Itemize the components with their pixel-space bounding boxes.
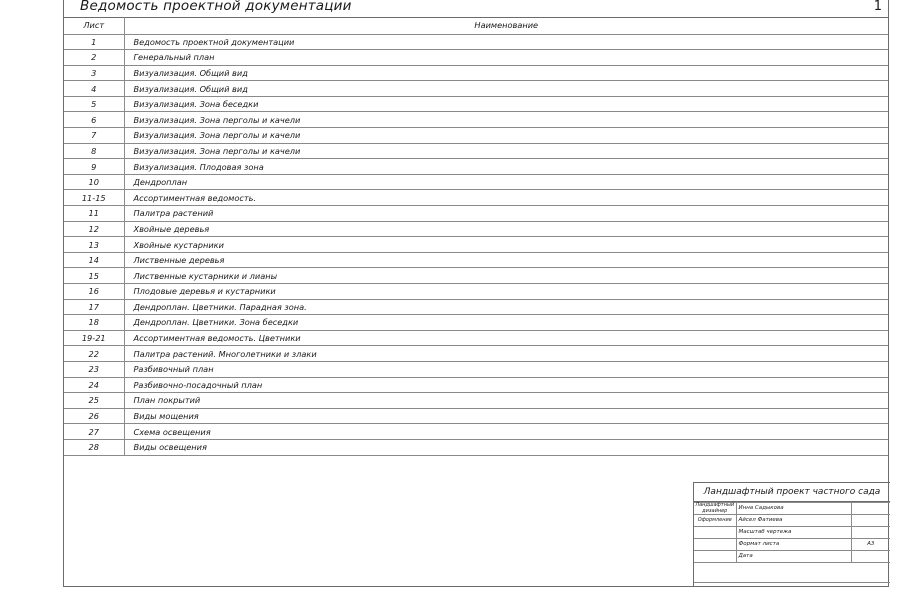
sheet-name-cell: Визуализация. Общий вид bbox=[124, 81, 888, 97]
value-cell: Айсел Фатиева bbox=[736, 515, 851, 527]
table-row bbox=[64, 237, 888, 253]
role-cell bbox=[694, 551, 736, 563]
sheet-name-cell: Визуализация. Зона перголы и качели bbox=[124, 128, 888, 144]
sheet-name-cell: Разбивочный план bbox=[124, 361, 888, 377]
sheet-number-cell: 8 bbox=[64, 143, 124, 159]
sheet-number-cell: 11 bbox=[64, 206, 124, 222]
sheet-name-cell: Визуализация. Зона перголы и качели bbox=[124, 112, 888, 128]
sheet-name-cell: Дендроплан. Цветники. Парадная зона. bbox=[124, 299, 888, 315]
sheet-number: 1 bbox=[873, 0, 882, 14]
drawing-register-table bbox=[64, 17, 888, 456]
sheet-name-cell: Хвойные кустарники bbox=[124, 237, 888, 253]
extra-cell: А3 bbox=[851, 539, 890, 551]
sheet-number-cell: 13 bbox=[64, 237, 124, 253]
sheet-number-cell: 14 bbox=[64, 252, 124, 268]
table-row bbox=[64, 96, 888, 112]
sheet-number-cell: 11-15 bbox=[64, 190, 124, 206]
sheet-name-cell: Виды мощения bbox=[124, 408, 888, 424]
sheet-name-cell: Виды освещения bbox=[124, 439, 888, 455]
table-row bbox=[64, 206, 888, 222]
drawing-sheet bbox=[63, 0, 889, 587]
sheet-number-cell: 27 bbox=[64, 424, 124, 440]
sheet-name-cell: Палитра растений. Многолетники и злаки bbox=[124, 346, 888, 362]
table-row bbox=[64, 65, 888, 81]
sheet-name-cell: Хвойные деревья bbox=[124, 221, 888, 237]
table-header-row bbox=[64, 17, 888, 34]
table-row bbox=[64, 361, 888, 377]
title-block-row bbox=[694, 539, 890, 551]
project-title: Ландшафтный проект частного сада bbox=[694, 483, 890, 502]
table-row bbox=[64, 252, 888, 268]
sheet-number-cell: 15 bbox=[64, 268, 124, 284]
title-block-grid bbox=[694, 502, 890, 583]
title-block bbox=[693, 482, 890, 587]
sheet-name-cell: Дендроплан bbox=[124, 174, 888, 190]
sheet-number-cell: 24 bbox=[64, 377, 124, 393]
sheet-number-cell: 26 bbox=[64, 408, 124, 424]
sheet-number-cell: 16 bbox=[64, 284, 124, 300]
sheet-name-cell: Схема освещения bbox=[124, 424, 888, 440]
sheet-name-cell: Визуализация. Общий вид bbox=[124, 65, 888, 81]
sheet-name-cell: Ведомость проектной документации bbox=[124, 34, 888, 50]
title-bar bbox=[64, 0, 888, 18]
sheet-name-cell: Лиственные деревья bbox=[124, 252, 888, 268]
sheet-number-cell: 23 bbox=[64, 361, 124, 377]
title-block-row bbox=[694, 515, 890, 527]
role-cell: Оформление bbox=[694, 515, 736, 527]
sheet-number-cell: 10 bbox=[64, 174, 124, 190]
extra-cell bbox=[851, 503, 890, 515]
sheet-name-cell: Ассортиментная ведомость. Цветники bbox=[124, 330, 888, 346]
table-row bbox=[64, 424, 888, 440]
sheet-number-cell: 5 bbox=[64, 96, 124, 112]
sheet-number-cell: 17 bbox=[64, 299, 124, 315]
table-row bbox=[64, 377, 888, 393]
sheet-name-cell: Генеральный план bbox=[124, 50, 888, 66]
table-row bbox=[64, 50, 888, 66]
sheet-number-cell: 18 bbox=[64, 315, 124, 331]
table-row bbox=[64, 268, 888, 284]
sheet-number-cell: 3 bbox=[64, 65, 124, 81]
table-row bbox=[64, 221, 888, 237]
sheet-number-cell: 19-21 bbox=[64, 330, 124, 346]
extra-cell bbox=[851, 551, 890, 563]
sheet-name-cell: Визуализация. Плодовая зона bbox=[124, 159, 888, 175]
extra-cell bbox=[851, 515, 890, 527]
table-row bbox=[64, 393, 888, 409]
table-row bbox=[64, 81, 888, 97]
table-row bbox=[64, 299, 888, 315]
table-row bbox=[64, 284, 888, 300]
table-row bbox=[64, 143, 888, 159]
sheet-name-cell: Плодовые деревья и кустарники bbox=[124, 284, 888, 300]
empty-cell bbox=[694, 563, 890, 583]
sheet-name-cell: Визуализация. Зона перголы и качели bbox=[124, 143, 888, 159]
title-block-row bbox=[694, 527, 890, 539]
table-row bbox=[64, 439, 888, 455]
role-cell bbox=[694, 539, 736, 551]
table-row bbox=[64, 112, 888, 128]
extra-cell bbox=[851, 527, 890, 539]
title-block-row bbox=[694, 503, 890, 515]
table-row bbox=[64, 330, 888, 346]
value-cell: Формат листа bbox=[736, 539, 851, 551]
table-row bbox=[64, 34, 888, 50]
sheet-name-cell: Дендроплан. Цветники. Зона беседки bbox=[124, 315, 888, 331]
table-row bbox=[64, 128, 888, 144]
sheet-name-cell: Разбивочно-посадочный план bbox=[124, 377, 888, 393]
column-header-name: Наименование bbox=[124, 17, 888, 34]
sheet-name-cell: Палитра растений bbox=[124, 206, 888, 222]
table-row bbox=[64, 346, 888, 362]
sheet-number-cell: 4 bbox=[64, 81, 124, 97]
sheet-number-cell: 1 bbox=[64, 34, 124, 50]
table-row bbox=[64, 159, 888, 175]
sheet-number-cell: 6 bbox=[64, 112, 124, 128]
title-block-row bbox=[694, 551, 890, 563]
sheet-number-cell: 22 bbox=[64, 346, 124, 362]
table-row bbox=[64, 315, 888, 331]
sheet-name-cell: Визуализация. Зона беседки bbox=[124, 96, 888, 112]
document-title: Ведомость проектной документации bbox=[80, 0, 352, 14]
sheet-name-cell: Лиственные кустарники и лианы bbox=[124, 268, 888, 284]
sheet-number-cell: 28 bbox=[64, 439, 124, 455]
table-row bbox=[64, 408, 888, 424]
value-cell: Дата bbox=[736, 551, 851, 563]
table-row bbox=[64, 190, 888, 206]
value-cell: Масштаб чертежа bbox=[736, 527, 851, 539]
column-header-sheet: Лист bbox=[64, 17, 124, 34]
value-cell: Инна Садыкова bbox=[736, 503, 851, 515]
table-row bbox=[64, 174, 888, 190]
sheet-name-cell: План покрытий bbox=[124, 393, 888, 409]
sheet-number-cell: 7 bbox=[64, 128, 124, 144]
sheet-name-cell: Ассортиментная ведомость. bbox=[124, 190, 888, 206]
title-block-row bbox=[694, 563, 890, 583]
sheet-number-cell: 12 bbox=[64, 221, 124, 237]
role-cell: Ландшафтный дизайнер bbox=[695, 502, 735, 514]
sheet-number-cell: 25 bbox=[64, 393, 124, 409]
sheet-number-cell: 9 bbox=[64, 159, 124, 175]
sheet-number-cell: 2 bbox=[64, 50, 124, 66]
role-cell bbox=[694, 527, 736, 539]
